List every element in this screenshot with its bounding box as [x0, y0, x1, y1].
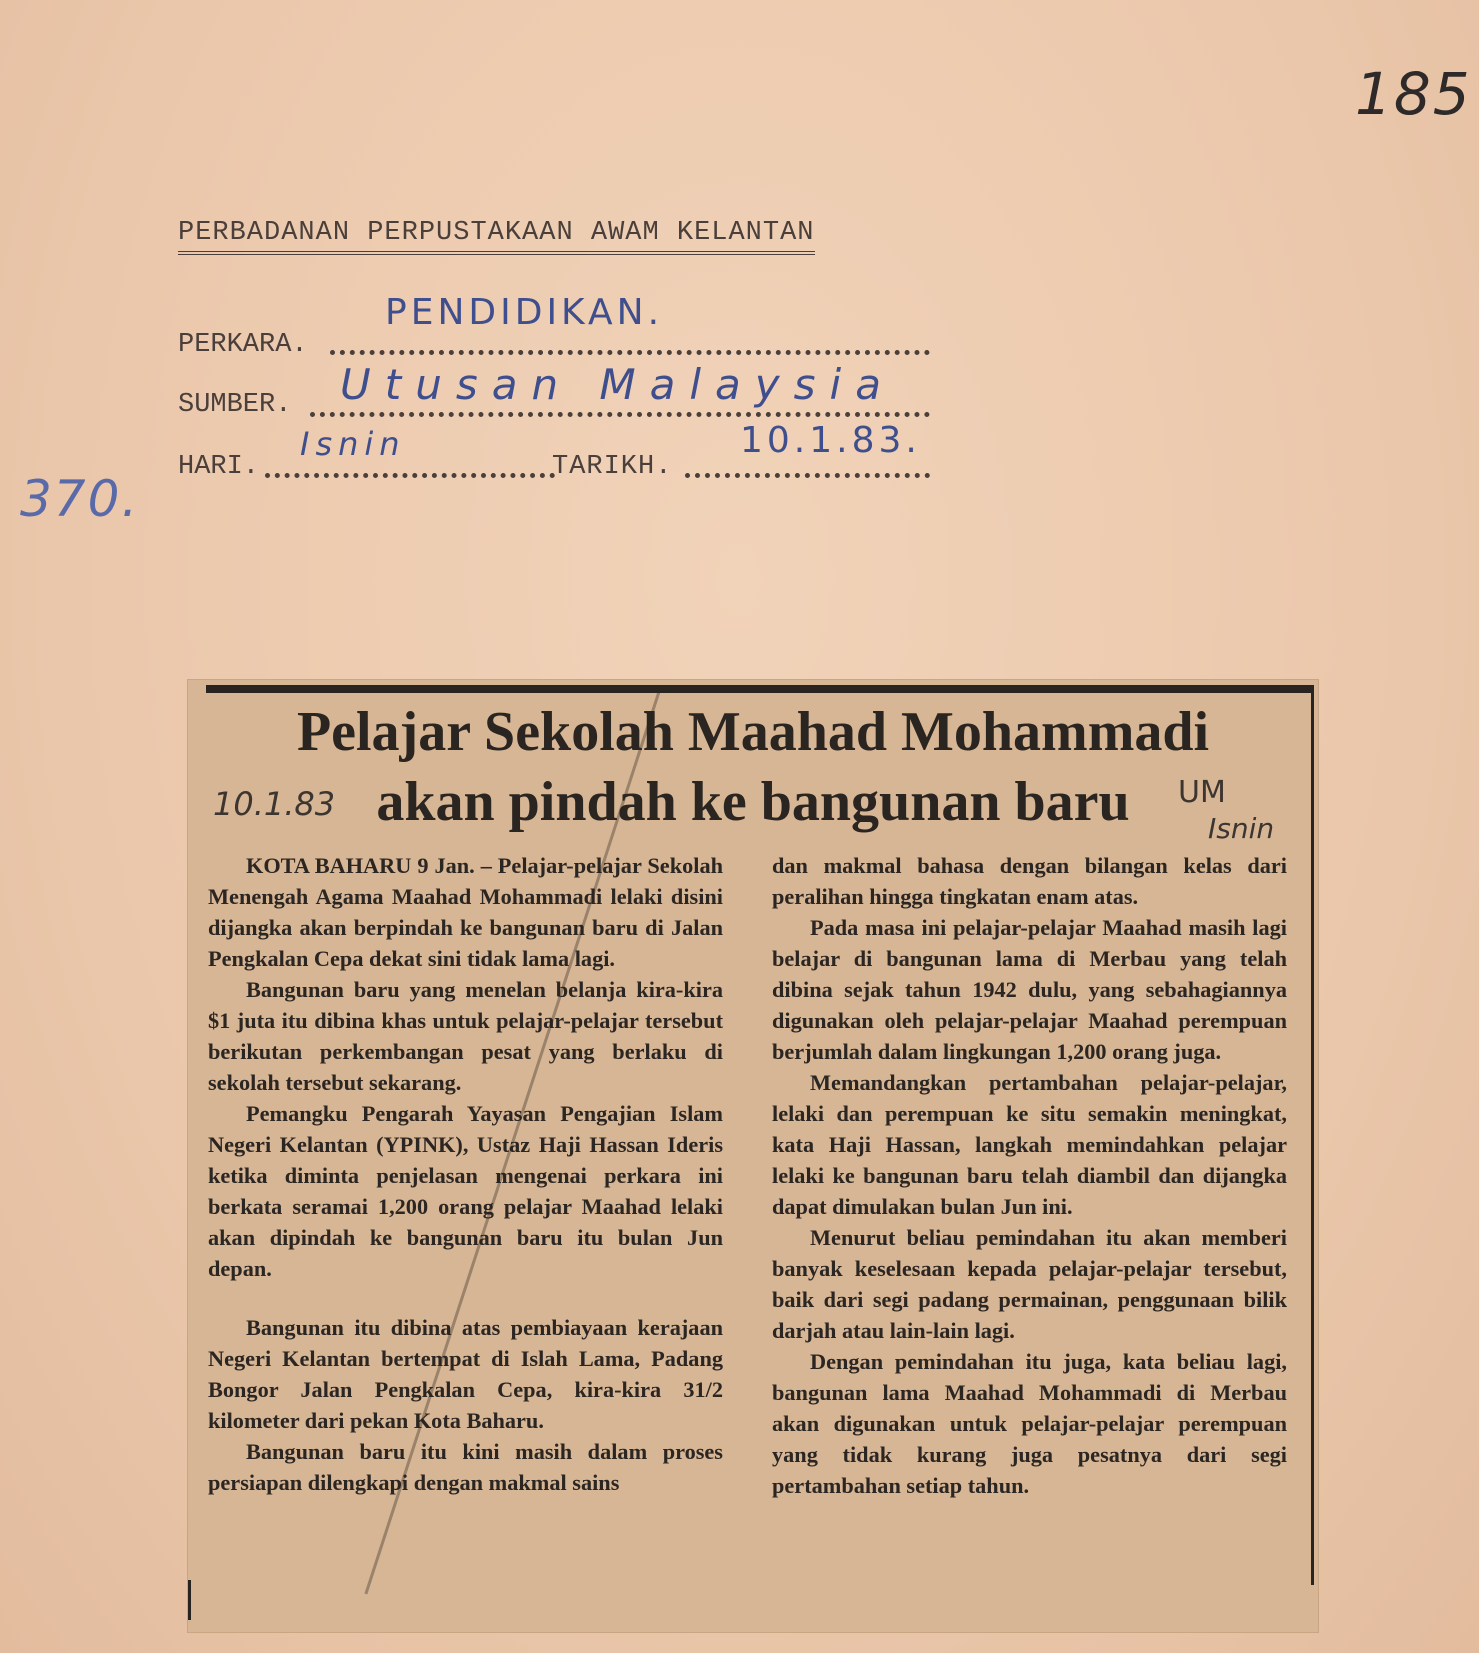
article-left-column	[208, 850, 723, 1498]
article-right-column	[772, 850, 1287, 1501]
right-paragraph-5: Dengan pemindahan itu juga, kata beliau lagi, bangunan lama Maahad Mohammadi di Merbau akan digunakan untuk pelajar-pelajar perempuan yang tidak kurang juga pesatnya dari segi pertambahan setiap tahun.	[772, 1349, 1287, 1498]
left-paragraph-3: Pemangku Pengarah Yayasan Pengajian Islam Negeri Kelantan (YPINK), Ustaz Haji Hassan Ideris ketika diminta penjelasan mengenai perkara ini berkata seramai 1,200 orang pelajar Maahad lelaki akan dipindah ke bangunan baru itu bulan Jun depan.	[208, 1101, 723, 1281]
perkara-dots	[330, 350, 930, 355]
tarikh-value: 10.1.83.	[740, 420, 921, 461]
clipping-top-rule	[206, 685, 1311, 693]
right-paragraph-4: Menurut beliau pemindahan itu akan memberi banyak keselesaan kepada pelajar-pelajar tersebut, baik dari segi padang permainan, penggunaan bilik darjah atau lain-lain lagi.	[772, 1225, 1287, 1343]
tarikh-dots	[685, 473, 930, 478]
hari-handwritten: Isnin	[300, 425, 406, 463]
handwritten-day: Isnin	[1208, 812, 1275, 845]
handwritten-source: UM	[1178, 775, 1226, 810]
right-paragraph-3: Memandangkan pertambahan pelajar-pelajar, lelaki dan perempuan ke situ semakin meningkat, kata Haji Hassan, langkah memindahkan pelajar lelaki ke bangunan baru telah diambil dan dijangka dapat dimulakan bulan Jun ini.	[772, 1070, 1287, 1219]
hari-label: HARI.	[178, 452, 260, 482]
headline-line-1: Pelajar Sekolah Maahad Mohammadi	[296, 701, 1210, 763]
right-paragraph-2: Pada masa ini pelajar-pelajar Maahad masih lagi belajar di bangunan lama di Merbau yang telah dibina sejak tahun 1942 dulu, yang sebahagiannya digunakan oleh pelajar-pelajar Maahad perempuan berjumlah dalam lingkungan 1,200 orang juga.	[772, 915, 1287, 1064]
clipping-left-rule	[188, 1580, 191, 1620]
handwritten-date: 10.1.83	[213, 785, 336, 823]
sumber-label: SUMBER.	[178, 390, 292, 420]
right-paragraph-1: dan makmal bahasa dengan bilangan kelas dari peralihan hingga tingkatan enam atas.	[772, 853, 1287, 909]
tarikh-label: TARIKH.	[552, 452, 673, 482]
letterhead: PERBADANAN PERPUSTAKAAN AWAM KELANTAN	[178, 218, 815, 255]
hari-dots	[265, 473, 555, 478]
left-paragraph-5: Bangunan baru itu kini masih dalam proses persiapan dilengkapi dengan makmal sains	[208, 1439, 723, 1495]
perkara-value: PENDIDIKAN.	[385, 292, 664, 333]
perkara-row	[178, 330, 308, 370]
newspaper-clipping	[188, 680, 1318, 1632]
page-number: 185	[1355, 60, 1472, 128]
left-paragraph-2: Bangunan baru yang menelan belanja kira-kira $1 juta itu dibina khas untuk pelajar-pelajar tersebut berikutan perkembangan pesat yang berlaku di sekolah tersebut sekarang.	[208, 977, 723, 1095]
left-paragraph-4: Bangunan itu dibina atas pembiayaan kerajaan Negeri Kelantan bertempat di Islah Lama, Padang Bongor Jalan Pengkalan Cepa, kira-kira 31/2 kilometer dari pekan Kota Baharu.	[208, 1315, 723, 1433]
sumber-dots	[310, 412, 930, 417]
side-number: 370.	[20, 470, 140, 528]
hari-row	[178, 452, 259, 492]
sumber-row	[178, 390, 291, 430]
sumber-value: Utusan Malaysia	[340, 360, 895, 409]
left-paragraph-1: KOTA BAHARU 9 Jan. – Pelajar-pelajar Sekolah Menengah Agama Maahad Mohammadi lelaki disini dijangka akan berpindah ke bangunan baru di Jalan Pengkalan Cepa dekat sini tidak lama lagi.	[208, 853, 723, 971]
headline-line-2: akan pindah ke bangunan baru	[376, 771, 1130, 833]
perkara-label: PERKARA.	[178, 330, 308, 360]
